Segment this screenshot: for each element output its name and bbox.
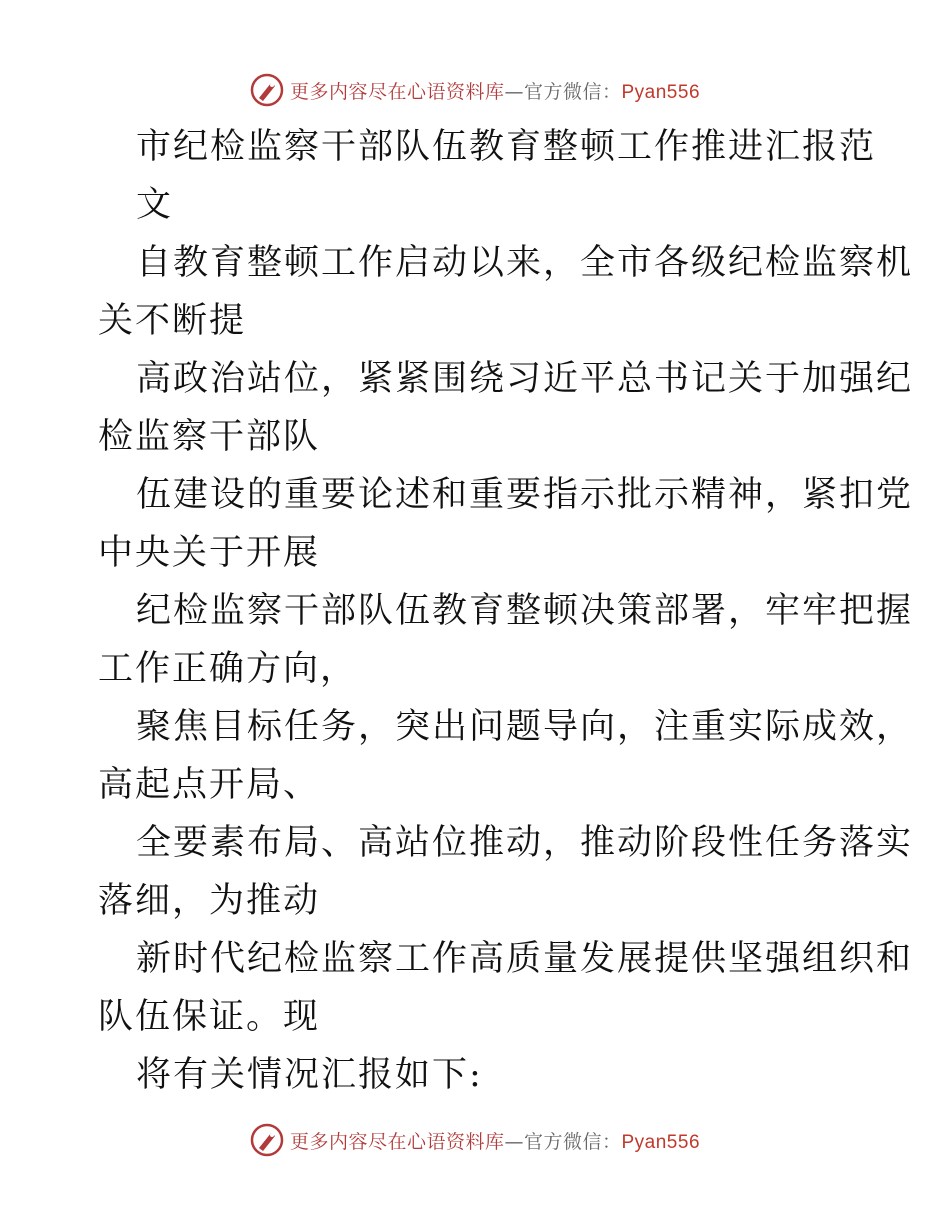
paragraph-line: 聚焦目标任务，突出问题导向，注重实际成效，: [136, 707, 914, 747]
header-wechat-label: 官方微信：: [523, 80, 622, 103]
paragraph-line: 队伍保证。现: [98, 997, 321, 1037]
doc-title-line-1: 市纪检监察干部队伍教育整顿工作推进汇报范: [136, 127, 877, 167]
paragraph-line: 自教育整顿工作启动以来，全市各级纪检监察机: [136, 243, 914, 283]
footer-banner-text: [290, 1127, 700, 1154]
doc-title-line-2: 文: [136, 185, 174, 225]
paragraph-line: 伍建设的重要论述和重要指示批示精神，紧扣党: [136, 475, 914, 515]
paragraph-line: 高起点开局、: [98, 765, 321, 805]
paragraph-line: 中央关于开展: [98, 533, 321, 573]
footer-banner-title: 更多内容尽在心语资料库: [289, 1130, 505, 1153]
footer-wechat-id: Pyan556: [621, 1131, 701, 1153]
document-body: [98, 118, 914, 1104]
paragraph-line: 新时代纪检监察工作高质量发展提供坚强组织和: [136, 939, 914, 979]
pen-logo-icon: [250, 1123, 284, 1157]
paragraph-line: 将有关情况汇报如下:: [136, 1055, 483, 1095]
footer-wechat-label: 官方微信：: [523, 1130, 622, 1153]
paragraph-line: 关不断提: [98, 301, 247, 341]
footer-banner-dash: —: [504, 1130, 524, 1153]
header-banner-dash: —: [504, 80, 524, 103]
header-banner: [0, 70, 950, 110]
footer-banner: [0, 1120, 950, 1160]
paragraph-line: 落细，为推动: [98, 881, 321, 921]
header-wechat-id: Pyan556: [621, 81, 701, 103]
paragraph-line: 纪检监察干部队伍教育整顿决策部署，牢牢把握: [136, 591, 914, 631]
header-banner-text: [290, 77, 700, 104]
paragraph-line: 工作正确方向，: [98, 649, 358, 689]
paragraph-line: 全要素布局、高站位推动，推动阶段性任务落实: [136, 823, 914, 863]
paragraph-line: 检监察干部队: [98, 417, 321, 457]
header-banner-title: 更多内容尽在心语资料库: [289, 80, 505, 103]
pen-logo-icon: [250, 73, 284, 107]
paragraph-line: 高政治站位，紧紧围绕习近平总书记关于加强纪: [136, 359, 914, 399]
